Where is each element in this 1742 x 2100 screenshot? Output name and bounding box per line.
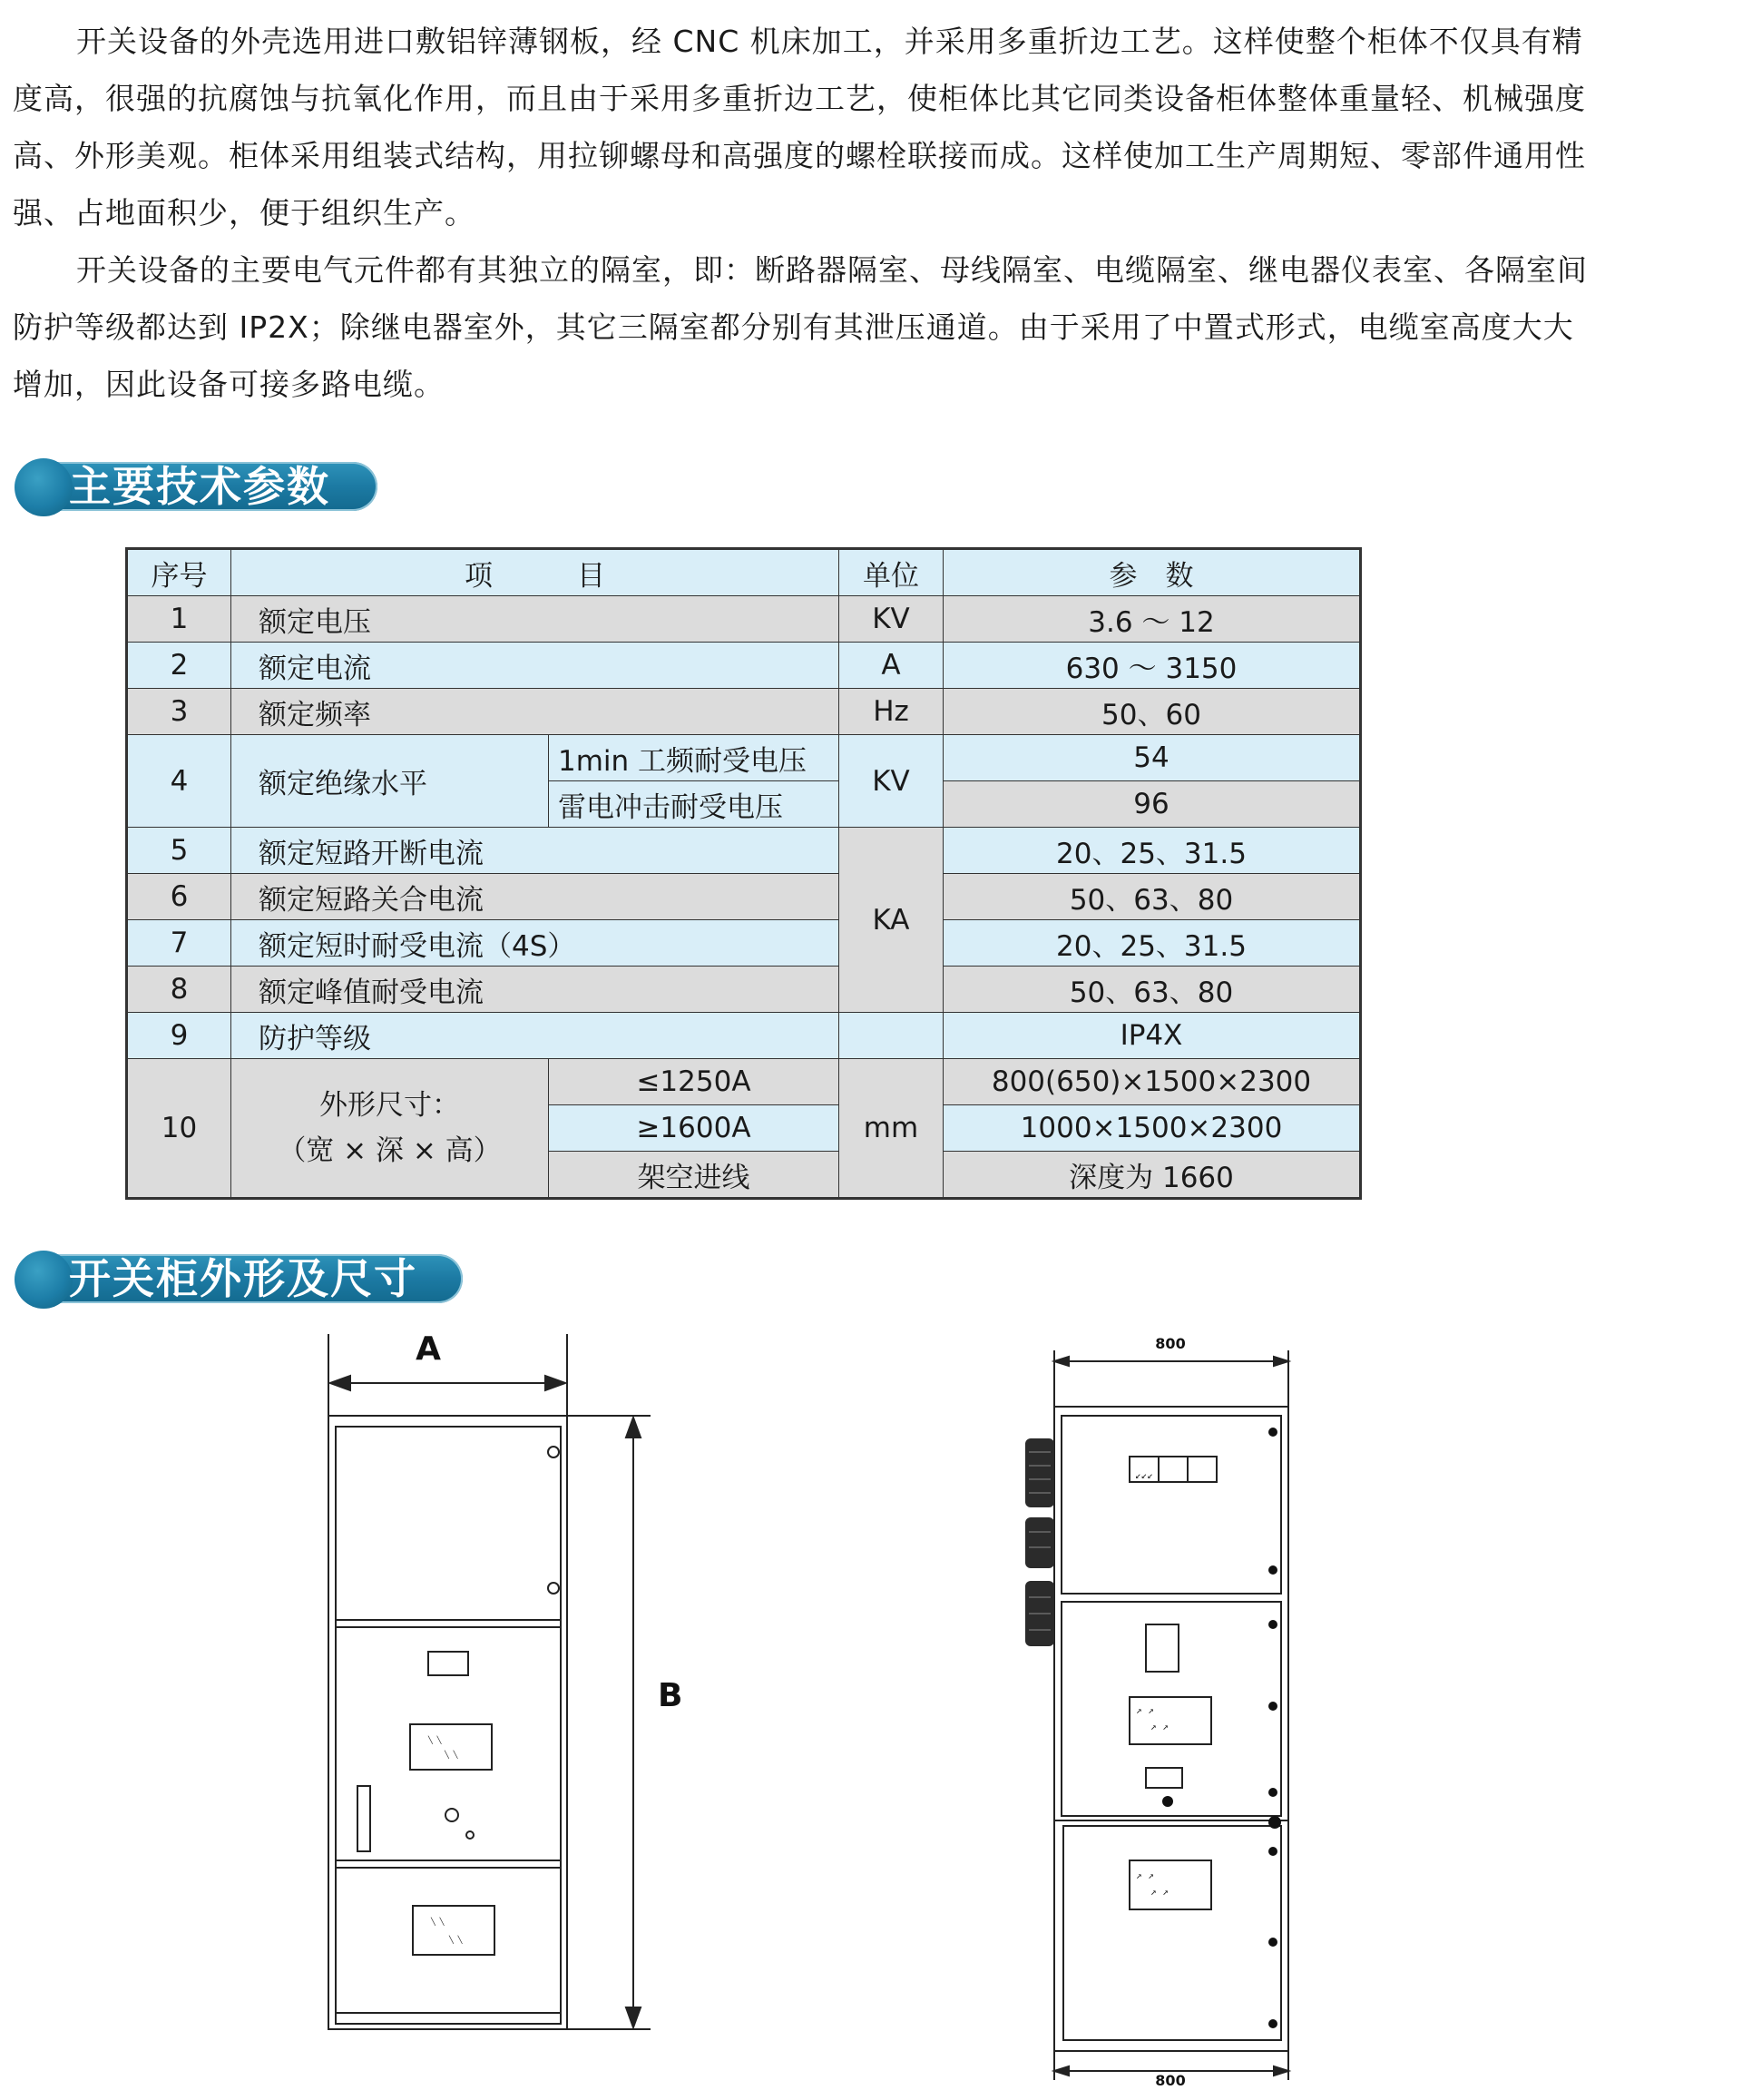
row-unit: mm bbox=[839, 1059, 944, 1199]
table-row bbox=[127, 1013, 1361, 1059]
row-unit: KV bbox=[839, 596, 944, 643]
row-subitem: ≥1600A bbox=[549, 1105, 839, 1152]
section-heading-dimensions bbox=[15, 1251, 450, 1309]
row-item-line2: （宽 × 深 × 高） bbox=[278, 1134, 502, 1167]
row-unit bbox=[839, 1013, 944, 1059]
row-value: 深度为 1660 bbox=[944, 1152, 1361, 1199]
cabinet-side-drawing bbox=[998, 1325, 1343, 2087]
dimension-label-a: A bbox=[416, 1330, 441, 1368]
cabinet-front-drawing bbox=[308, 1325, 690, 2051]
row-subitem: 雷电冲击耐受电压 bbox=[549, 781, 839, 828]
row-no: 10 bbox=[127, 1059, 231, 1199]
top-dimension-label: 800 bbox=[1155, 1335, 1186, 1352]
intro-paragraph-1-text: 开关设备的外壳选用进口敷铝锌薄钢板，经 CNC 机床加工，并采用多重折边工艺。这样使整个柜体不仅具有精度高，很强的抗腐蚀与抗氧化作用，而且由于采用多重折边工艺，使柜体比其它同类设备柜体整体重量轻、机械强度高、外形美观。柜体采用组装式结构，用拉铆螺母和高强度的螺栓联接而成。这样使加工生产周期短、零部件通用性强、占地面积少，便于组织生产。 bbox=[13, 24, 1586, 231]
section-title-specs: 主要技术参数 bbox=[69, 462, 330, 511]
row-unit: KV bbox=[839, 735, 944, 828]
row-unit: Hz bbox=[839, 689, 944, 735]
row-no: 8 bbox=[127, 967, 231, 1013]
row-item: 额定短路关合电流 bbox=[231, 874, 839, 920]
row-value: 800(650)×1500×2300 bbox=[944, 1059, 1361, 1105]
row-no: 1 bbox=[127, 596, 231, 643]
row-no: 3 bbox=[127, 689, 231, 735]
intro-paragraph-2 bbox=[13, 241, 1591, 413]
row-subitem: 架空进线 bbox=[549, 1152, 839, 1199]
table-row bbox=[127, 1059, 1361, 1105]
row-item: 额定短时耐受电流（4S） bbox=[231, 920, 839, 967]
svg-text:↗ ↗: ↗ ↗ bbox=[1136, 1706, 1154, 1717]
row-value: 54 bbox=[944, 735, 1361, 781]
row-unit-ka: KA bbox=[839, 828, 944, 1013]
row-item: 额定绝缘水平 bbox=[231, 735, 549, 828]
row-item: 额定电压 bbox=[231, 596, 839, 643]
svg-text:╲ ╲: ╲ ╲ bbox=[431, 1918, 445, 1927]
heading-bullet-icon bbox=[15, 458, 73, 516]
row-value: IP4X bbox=[944, 1013, 1361, 1059]
svg-text:↙↙↙: ↙↙↙ bbox=[1135, 1471, 1153, 1482]
row-value: 20、25、31.5 bbox=[944, 828, 1361, 874]
table-row bbox=[127, 689, 1361, 735]
table-row bbox=[127, 828, 1361, 874]
section-heading-specs bbox=[15, 458, 377, 516]
row-value: 50、63、80 bbox=[944, 967, 1361, 1013]
svg-text:↗ ↗: ↗ ↗ bbox=[1136, 1871, 1154, 1882]
intro-paragraph-2-text: 开关设备的主要电气元件都有其独立的隔室，即：断路器隔室、母线隔室、电缆隔室、继电器仪表室、各隔室间防护等级都达到 IP2X；除继电器室外，其它三隔室都分别有其泄压通道。由于采用了中置式形式，电缆室高度大大增加，因此设备可接多路电缆。 bbox=[13, 252, 1588, 402]
section-title-dimensions: 开关柜外形及尺寸 bbox=[69, 1254, 417, 1303]
row-no: 2 bbox=[127, 643, 231, 689]
row-value: 3.6 ～ 12 bbox=[944, 596, 1361, 643]
row-value: 50、60 bbox=[944, 689, 1361, 735]
row-value: 96 bbox=[944, 781, 1361, 828]
row-value: 1000×1500×2300 bbox=[944, 1105, 1361, 1152]
row-value: 630 ～ 3150 bbox=[944, 643, 1361, 689]
heading-bullet-icon bbox=[15, 1251, 73, 1309]
row-subitem: 1min 工频耐受电压 bbox=[549, 735, 839, 781]
row-no: 7 bbox=[127, 920, 231, 967]
row-item: 防护等级 bbox=[231, 1013, 839, 1059]
table-row bbox=[127, 735, 1361, 781]
row-no: 9 bbox=[127, 1013, 231, 1059]
svg-text:╲ ╲: ╲ ╲ bbox=[445, 1752, 458, 1760]
intro-paragraph-1 bbox=[13, 13, 1591, 241]
header-no: 序号 bbox=[127, 549, 231, 596]
table-row bbox=[127, 920, 1361, 967]
header-unit: 单位 bbox=[839, 549, 944, 596]
row-no: 6 bbox=[127, 874, 231, 920]
row-subitem: ≤1250A bbox=[549, 1059, 839, 1105]
table-row bbox=[127, 874, 1361, 920]
dimension-label-b: B bbox=[658, 1677, 683, 1714]
svg-text:↗ ↗: ↗ ↗ bbox=[1150, 1722, 1169, 1733]
svg-text:╲ ╲: ╲ ╲ bbox=[449, 1937, 463, 1945]
spec-table bbox=[125, 547, 1362, 1200]
svg-text:↗ ↗: ↗ ↗ bbox=[1150, 1888, 1169, 1899]
row-unit: A bbox=[839, 643, 944, 689]
row-item: 额定短路开断电流 bbox=[231, 828, 839, 874]
row-no: 4 bbox=[127, 735, 231, 828]
table-row bbox=[127, 643, 1361, 689]
row-item: 额定电流 bbox=[231, 643, 839, 689]
table-row bbox=[127, 596, 1361, 643]
table-row bbox=[127, 967, 1361, 1013]
row-item-line1: 外形尺寸： bbox=[319, 1089, 460, 1122]
row-value: 50、63、80 bbox=[944, 874, 1361, 920]
row-item: 额定峰值耐受电流 bbox=[231, 967, 839, 1013]
header-item: 项 目 bbox=[231, 549, 839, 596]
header-value: 参 数 bbox=[944, 549, 1361, 596]
row-value: 20、25、31.5 bbox=[944, 920, 1361, 967]
bottom-dimension-label: 800 bbox=[1155, 2072, 1186, 2087]
row-item: 额定频率 bbox=[231, 689, 839, 735]
row-no: 5 bbox=[127, 828, 231, 874]
row-item-dimensions bbox=[231, 1059, 549, 1199]
table-header-row bbox=[127, 549, 1361, 596]
svg-text:╲ ╲: ╲ ╲ bbox=[428, 1737, 442, 1745]
